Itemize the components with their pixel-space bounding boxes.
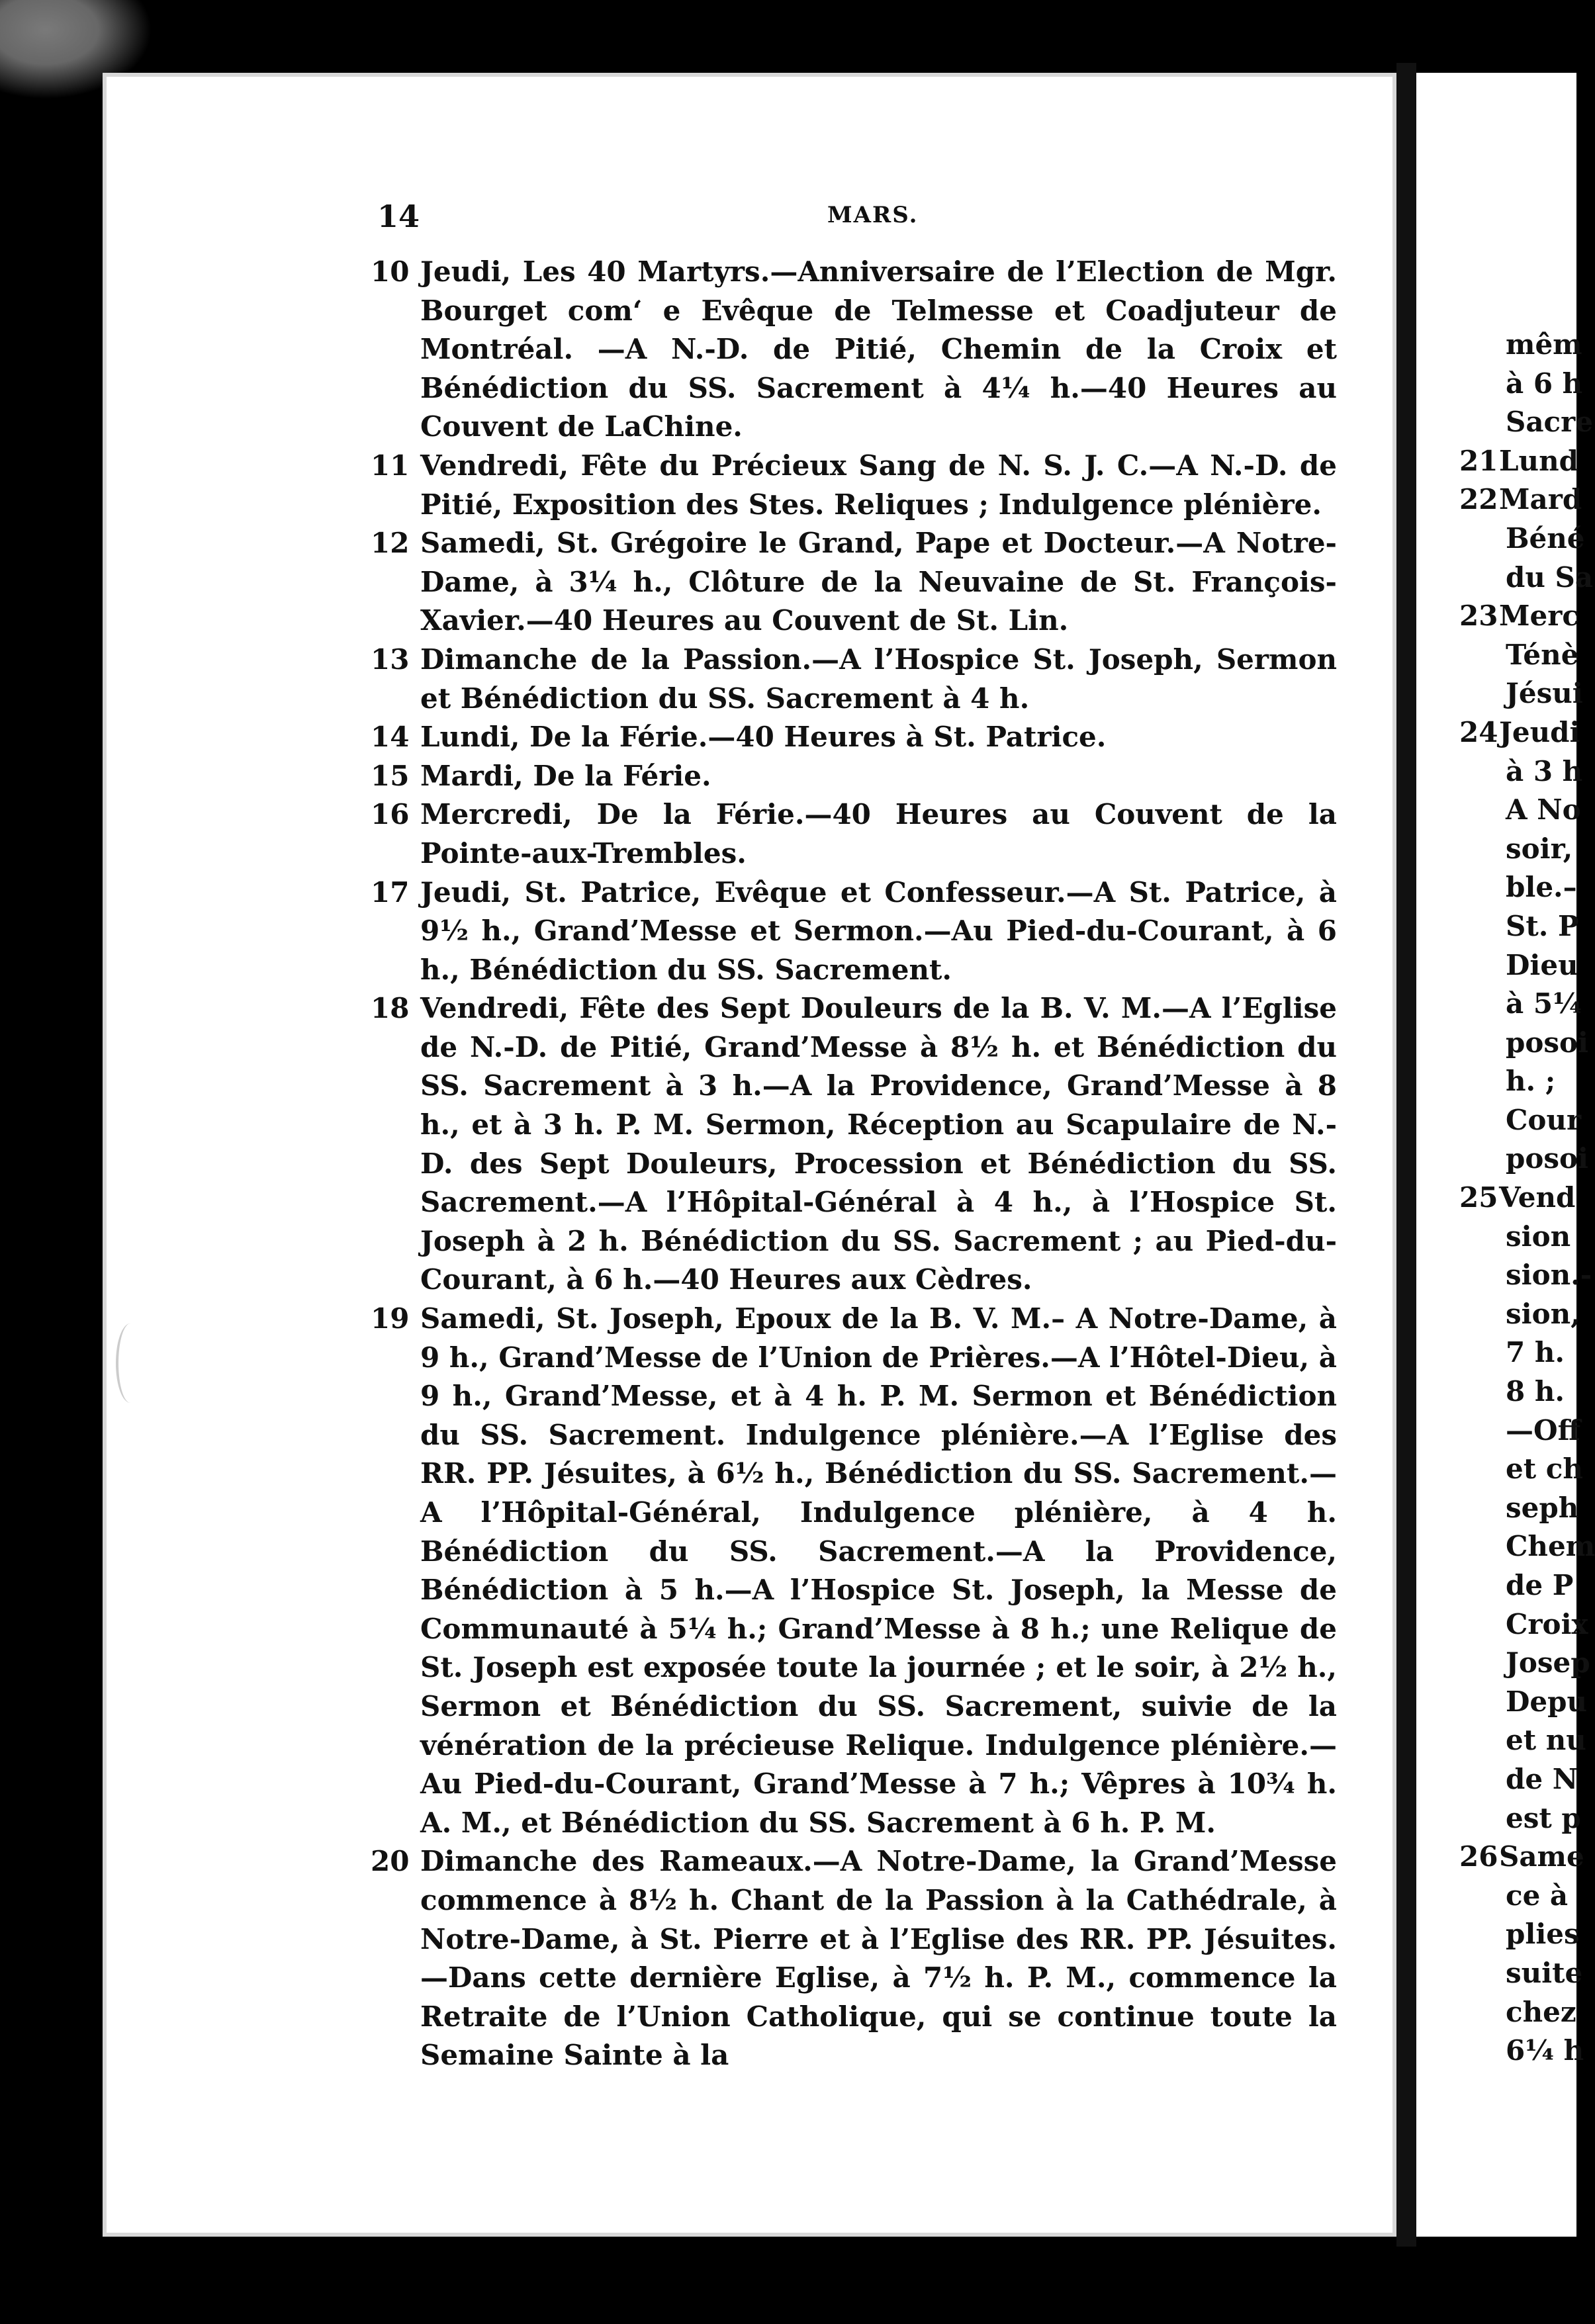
entry-day-number: 16: [371, 798, 410, 831]
right-line-number: 26: [1459, 1840, 1498, 1873]
right-line-number: 22: [1459, 483, 1498, 516]
right-line-text: Croix: [1506, 1607, 1588, 1640]
right-page-line: [1416, 326, 1582, 365]
right-line-text: soir,: [1506, 832, 1573, 865]
page-gutter: [1396, 63, 1416, 2247]
right-line-number: 25: [1459, 1181, 1498, 1214]
entry-day-number: 19: [371, 1302, 410, 1335]
calendar-entry: [371, 1300, 1337, 1842]
right-line-text: à 6 h: [1506, 367, 1583, 400]
right-line-text: Jésui: [1506, 677, 1583, 710]
right-page-line: [1416, 1721, 1586, 1760]
entry-day-number: 10: [371, 255, 410, 288]
right-line-text: Béné: [1506, 521, 1585, 555]
right-page-line: [1416, 946, 1576, 985]
right-line-text: Josep: [1506, 1646, 1590, 1679]
right-line-text: Chem: [1506, 1530, 1595, 1563]
entry-text: Samedi, St. Joseph, Epoux de la B. V. M.– A Notre-Dame, à 9 h., Grand’Messe de l’Union de Prières.—A l’Hôtel-Dieu, à 9 h., Grand’Messe, et à 4 h. P. M. Sermon et Bénédiction du SS. Sacrement. Indulgence plénière.—A l’Eglise des RR. PP. Jésuites, à 6½ h., Bénédiction du SS. Sacrement.—A l’Hôpital-Général, Indulgence plénière, à 4 h. Bénédiction du SS. Sacrement.—A la Providence, Bénédiction à 5 h.—A l’Hospice St. Joseph, la Messe de Communauté à 5¼ h.; Grand’Messe à 8 h.; une Relique de St. Joseph est exposée toute la journée ; et le soir, à 2½ h., Sermon et Bénédiction du SS. Sacrement, suivie de la vénération de la précieuse Relique. Indulgence plénière.—Au Pied-du-Courant, Grand’Messe à 7 h.; Vêpres à 10¾ h. A. M., et Bénédiction du SS. Sacrement à 6 h. P. M.: [420, 1302, 1337, 1839]
right-page-line: [1416, 365, 1583, 404]
entry-text: Lundi, De la Férie.—40 Heures à St. Patrice.: [420, 721, 1107, 754]
right-page-line: [1416, 985, 1582, 1024]
right-line-text: 7 h.: [1506, 1336, 1565, 1369]
entry-text: Jeudi, Les 40 Martyrs.—Anniversaire de l’Election de Mgr. Bourget com‘ e Evêque de Telmesse et Coadjuteur de Montréal. —A N.-D. de Pitié, Chemin de la Croix et Bénédiction du SS. Sacrement à 4¼ h.—40 Heures au Couvent de LaChine.: [420, 255, 1337, 443]
right-page-line: [1416, 1062, 1576, 1101]
right-line-number: 23: [1459, 600, 1498, 633]
right-page-line: [1416, 559, 1594, 598]
entry-text: Vendredi, Fête du Précieux Sang de N. S. J. C.—A N.-D. de Pitié, Exposition des Stes. Reliques ; Indulgence plénière.: [420, 449, 1337, 521]
right-line-text: chez: [1506, 1995, 1576, 2028]
right-line-text: Lund: [1499, 444, 1578, 477]
right-page-line: [1416, 1372, 1576, 1411]
entry-day-number: 17: [371, 875, 410, 909]
right-line-number: 24: [1459, 715, 1498, 748]
right-page-line: [1416, 1024, 1588, 1063]
right-page-line: [1416, 791, 1581, 830]
right-line-text: Same: [1499, 1840, 1584, 1873]
right-page-line: [1416, 636, 1579, 675]
entry-day-number: 14: [371, 721, 410, 754]
right-page-line: [1416, 519, 1585, 559]
right-line-text: Mard: [1499, 483, 1582, 516]
entry-text: Dimanche de la Passion.—A l’Hospice St. Joseph, Sermon et Bénédiction du SS. Sacrement à 4 h.: [420, 643, 1337, 715]
calendar-entry: [371, 524, 1337, 641]
right-page-line: [1416, 674, 1583, 713]
right-line-text: suite: [1506, 1956, 1583, 1989]
entry-day-number: 12: [371, 527, 410, 560]
right-line-text: Jeudi: [1499, 715, 1580, 748]
right-line-text: ce à: [1506, 1879, 1569, 1912]
right-line-text: Dieu: [1506, 948, 1578, 981]
calendar-entry: [371, 757, 1337, 796]
entry-day-number: 11: [371, 449, 410, 482]
entry-text: Dimanche des Rameaux.—A Notre-Dame, la Grand’Messe commence à 8½ h. Chant de la Passion à la Cathédrale, à Notre-Dame, à St. Pierre et à l’Eglise des RR. PP. Jésuites.—Dans cette dernière Eglise, à 7½ h. P. M., commence la Retraite de l’Union Catholique, qui se continue toute la Semaine Sainte à la: [420, 1845, 1337, 2072]
right-line-text: A No: [1506, 793, 1581, 827]
right-line-text: 8 h.: [1506, 1375, 1565, 1408]
entry-text: Samedi, St. Grégoire le Grand, Pape et Docteur.—A Notre-Dame, à 3¼ h., Clôture de la Neuvaine de St. François-Xavier.—40 Heures au Couvent de St. Lin.: [420, 527, 1337, 637]
right-line-text: plies: [1506, 1918, 1580, 1951]
right-page: [1416, 73, 1595, 2237]
right-page-line: [1416, 1450, 1583, 1489]
calendar-entry: [371, 447, 1337, 524]
right-page-line: [1416, 442, 1576, 481]
right-line-text: Vend: [1499, 1181, 1576, 1214]
right-line-text: Merc: [1499, 600, 1579, 633]
right-page-line: [1416, 1101, 1582, 1140]
right-page-line: [1416, 1877, 1576, 1916]
entry-day-number: 13: [371, 643, 410, 676]
right-page-line: [1416, 830, 1576, 869]
right-line-text: Depu: [1506, 1685, 1588, 1718]
calendar-entry: [371, 718, 1337, 757]
calendar-entry: [371, 795, 1337, 873]
right-line-text: du Sa: [1506, 560, 1594, 594]
right-page-line: [1416, 868, 1576, 907]
right-line-text: mêm: [1506, 328, 1582, 361]
right-line-text: —Off: [1506, 1413, 1581, 1447]
right-page-line: [1416, 1799, 1581, 1838]
right-page-line: [1416, 1993, 1576, 2032]
entry-day-number: 20: [371, 1845, 410, 1878]
right-line-text: 6¼ h: [1506, 2034, 1584, 2067]
right-page-line: [1416, 1256, 1592, 1295]
right-page-line: [1416, 1179, 1576, 1218]
entry-text: Mardi, De la Férie.: [420, 759, 711, 792]
right-page-line: [1416, 403, 1593, 442]
right-line-text: Sacre: [1506, 406, 1593, 439]
right-page-line: [1416, 1566, 1576, 1605]
right-line-text: à 5¼: [1506, 987, 1582, 1020]
right-page-line: [1416, 1954, 1583, 1993]
right-line-text: seph: [1506, 1491, 1579, 1524]
entry-day-number: 18: [371, 992, 410, 1025]
right-page-line: [1416, 1527, 1595, 1566]
right-page-line: [1416, 1295, 1580, 1334]
calendar-entry: [371, 989, 1337, 1300]
right-line-text: à 3 h: [1506, 754, 1583, 787]
entry-text: Jeudi, St. Patrice, Evêque et Confesseur.—A St. Patrice, à 9½ h., Grand’Messe et Sermon.—Au Pied-du-Courant, à 6 h., Bénédiction du SS. Sacrement.: [420, 875, 1337, 986]
right-page-line: [1416, 480, 1582, 519]
right-page-line: [1416, 1838, 1584, 1877]
entry-day-number: 15: [371, 759, 410, 792]
right-line-text: sion,: [1506, 1297, 1580, 1330]
calendar-entry: [371, 1842, 1337, 2075]
calendar-entry: [371, 873, 1337, 990]
right-page-line: [1416, 1683, 1588, 1722]
right-page-line: [1416, 1411, 1581, 1451]
right-line-text: et nu: [1506, 1724, 1586, 1757]
right-page-line: [1416, 752, 1583, 791]
right-line-text: Cour: [1506, 1103, 1582, 1136]
page-number: 14: [377, 199, 420, 234]
entry-text: Mercredi, De la Férie.—40 Heures au Couvent de la Pointe-aux-Trembles.: [420, 798, 1337, 870]
right-line-text: h. ;: [1506, 1065, 1556, 1098]
right-page-line: [1416, 1644, 1590, 1683]
margin-mark: [116, 1323, 145, 1403]
right-line-text: Ténè: [1506, 638, 1579, 671]
entry-text: Vendredi, Fête des Sept Douleurs de la B. V. M.—A l’Eglise de N.-D. de Pitié, Grand’Messe à 8½ h. et Bénédiction du SS. Sacrement à 3 h.—A la Providence, Grand’Messe à 8 h., et à 3 h. P. M. Sermon, Réception au Scapulaire de N.-D. des Sept Douleurs, Procession et Bénédiction du SS. Sacrement.—A l’Hôpital-Général à 4 h., à l’Hospice St. Joseph à 2 h. Bénédiction du SS. Sacrement ; au Pied-du-Courant, à 6 h.—40 Heures aux Cèdres.: [420, 992, 1337, 1296]
right-page-line: [1416, 1605, 1588, 1644]
right-page-line: [1416, 597, 1579, 636]
right-page-line: [1416, 1915, 1580, 1954]
right-line-text: et ch: [1506, 1452, 1583, 1486]
right-line-text: posoi: [1506, 1026, 1588, 1059]
right-line-text: sion: [1506, 1220, 1571, 1253]
right-page-line: [1416, 1140, 1588, 1179]
right-line-text: est p: [1506, 1801, 1581, 1834]
right-page-line: [1416, 2032, 1584, 2071]
right-page-line: [1416, 1489, 1579, 1528]
right-line-text: ble.–: [1506, 871, 1577, 904]
right-line-text: St. P: [1506, 909, 1579, 942]
right-line-number: 21: [1459, 444, 1498, 477]
right-line-text: de P: [1506, 1569, 1574, 1601]
right-page-line: [1416, 1218, 1576, 1257]
right-line-text: posoi: [1506, 1142, 1588, 1175]
calendar-entry: [371, 253, 1337, 447]
calendar-entry: [371, 641, 1337, 718]
right-page-line: [1416, 1760, 1576, 1799]
right-line-text: de N: [1506, 1762, 1578, 1795]
right-page-line: [1416, 1333, 1576, 1372]
right-page-text: [1416, 326, 1595, 2071]
right-line-text: sion.-: [1506, 1259, 1592, 1292]
calendar-entries: [371, 253, 1337, 2075]
right-page-line: [1416, 713, 1580, 752]
running-head: MARS.: [827, 202, 919, 228]
right-page-line: [1416, 907, 1579, 946]
